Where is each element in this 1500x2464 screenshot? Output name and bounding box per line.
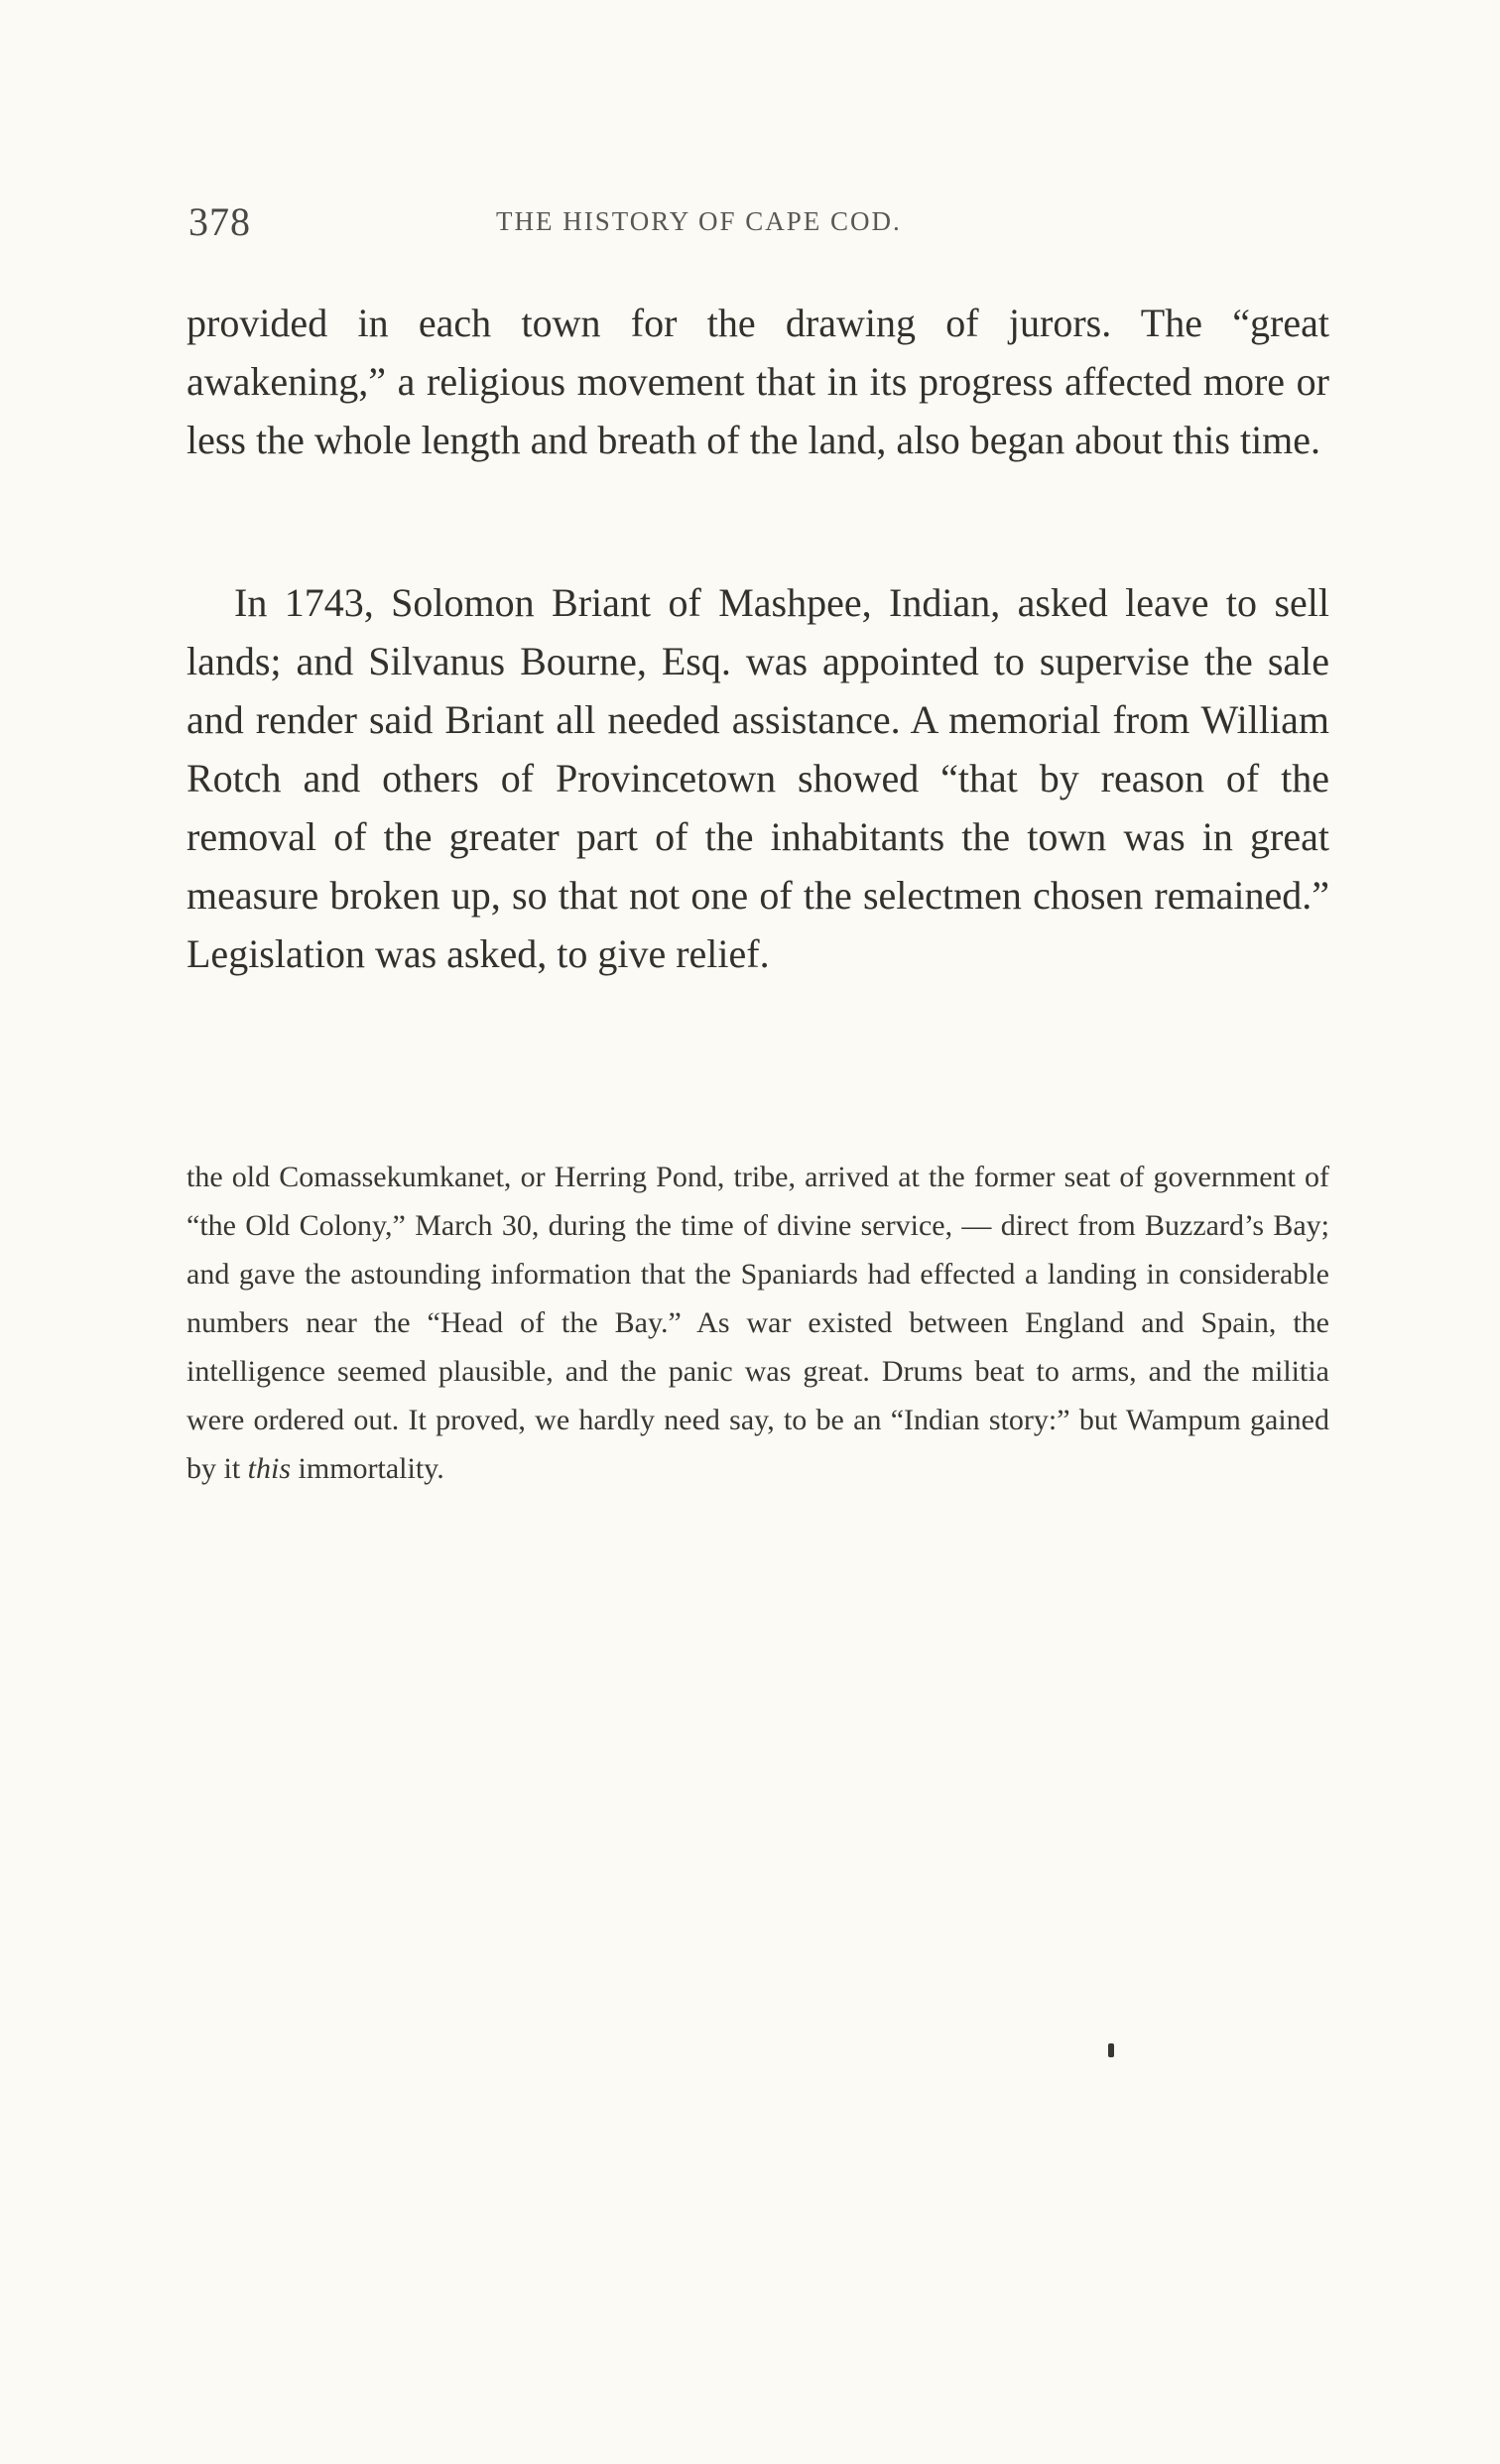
footnote-text: the old Comassekumkanet, or Herring Pond, tribe, arrived at the former seat of government of “the Old Colony,” March 30, during the time of divine service, — direct from Buzzard’s Bay; and gave the astounding information that the Spaniards had effected a landing in considerable numbers near the “Head of the Bay.” As war existed between England and Spain, the intelligence seemed plausible, and the panic was great. Drums beat to arms, and the militia were ordered out. It proved, we hardly need say, to be an “Indian story:” but Wampum gained by it [187, 1161, 1329, 1485]
footnote-italic-word: this [247, 1452, 292, 1485]
paragraph-jurors-awakening: provided in each town for the drawing of jurors. The “great awakening,” a religious movement that in its progress affected more or less the whole length and breath of the land, also began about this time. [187, 301, 1329, 462]
running-title: THE HISTORY OF CAPE COD. [496, 206, 902, 236]
footnote-text-end: immortality. [291, 1452, 444, 1485]
footnote [187, 1153, 1329, 1493]
page-number: 378 [188, 199, 251, 244]
running-head [188, 198, 1327, 248]
ink-speck [1108, 2043, 1114, 2057]
paragraph-solomon-briant: In 1743, Solomon Briant of Mashpee, Indian, asked leave to sell lands; and Silvanus Bourne, Esq. was appointed to supervise the sale and render said Briant all needed assistance. A memorial from William Rotch and others of Provincetown showed “that by reason of the removal of the greater part of the inhabitants the town was in great measure broken up, so that not one of the selectmen chosen remained.” Legislation was asked, to give relief. [187, 580, 1329, 976]
